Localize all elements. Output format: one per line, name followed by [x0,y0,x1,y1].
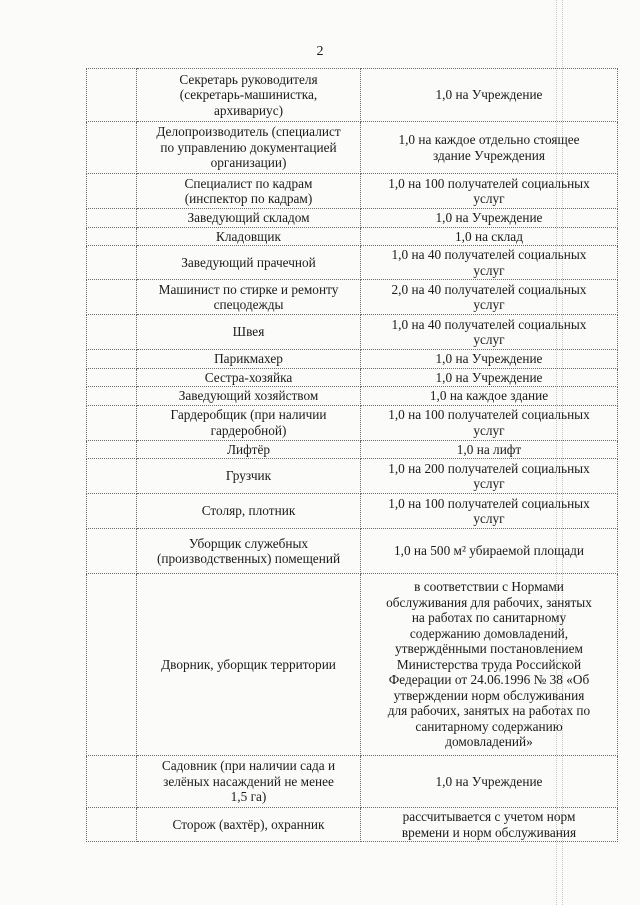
norm-cell: 1,0 на склад [361,227,618,246]
position-cell: Садовник (при наличии сада и зелёных насаждений не менее 1,5 га) [137,756,361,808]
table-row [87,808,618,842]
norm-cell: 1,0 на 500 м² убираемой площади [361,529,618,574]
norm-cell: рассчитывается с учетом норм времени и норм обслуживания [361,808,618,842]
row-number-cell [87,227,137,246]
table-row [87,280,618,315]
table-row [87,69,618,122]
row-number-cell [87,494,137,529]
table-row [87,529,618,574]
row-number-cell [87,808,137,842]
table-row [87,122,618,174]
position-cell: Гардеробщик (при наличии гардеробной) [137,405,361,440]
table-row [87,574,618,756]
page-number: 2 [316,44,324,59]
table-row [87,494,618,529]
position-cell: Швея [137,315,361,350]
row-number-cell [87,368,137,387]
position-cell: Делопроизводитель (специалист по управлению документацией организации) [137,122,361,174]
norm-cell: 1,0 на 40 получателей социальных услуг [361,315,618,350]
row-number-cell [87,209,137,228]
row-number-cell [87,122,137,174]
norm-cell: 1,0 на каждое отдельно стоящее здание Учреждения [361,122,618,174]
position-cell: Кладовщик [137,227,361,246]
norm-cell: 1,0 на Учреждение [361,756,618,808]
table-row [87,227,618,246]
norm-cell: 1,0 на 40 получателей социальных услуг [361,246,618,280]
position-cell: Заведующий прачечной [137,246,361,280]
row-number-cell [87,387,137,406]
position-cell: Сестра-хозяйка [137,368,361,387]
position-cell: Грузчик [137,459,361,494]
row-number-cell [87,174,137,209]
norm-cell: 1,0 на лифт [361,440,618,459]
table-row [87,174,618,209]
row-number-cell [87,529,137,574]
table-row [87,756,618,808]
table-row [87,246,618,280]
norm-cell: 1,0 на 100 получателей социальных услуг [361,494,618,529]
position-cell: Машинист по стирке и ремонту спецодежды [137,280,361,315]
table-row [87,315,618,350]
staffing-norms-table [86,68,618,842]
position-cell: Лифтёр [137,440,361,459]
table-row [87,368,618,387]
norm-cell: 1,0 на Учреждение [361,350,618,369]
row-number-cell [87,315,137,350]
row-number-cell [87,280,137,315]
norm-cell: в соответствии с Нормами обслуживания для рабочих, занятых на работах по санитарному содержанию домовладений, утверждёнными постановлением Министерства труда Российской Федерации от 24.06.1996 № 38 «Об утверждении норм обслуживания для рабочих, занятых на работах по санитарному содержанию домовладений» [361,574,618,756]
position-cell: Сторож (вахтёр), охранник [137,808,361,842]
row-number-cell [87,459,137,494]
row-number-cell [87,756,137,808]
norm-cell: 1,0 на каждое здание [361,387,618,406]
row-number-cell [87,69,137,122]
position-cell: Дворник, уборщик территории [137,574,361,756]
position-cell: Заведующий складом [137,209,361,228]
row-number-cell [87,405,137,440]
norm-cell: 2,0 на 40 получателей социальных услуг [361,280,618,315]
row-number-cell [87,440,137,459]
table-row [87,209,618,228]
table-row [87,350,618,369]
position-cell: Парикмахер [137,350,361,369]
position-cell: Заведующий хозяйством [137,387,361,406]
position-cell: Специалист по кадрам (инспектор по кадрам) [137,174,361,209]
row-number-cell [87,246,137,280]
position-cell: Уборщик служебных (производственных) помещений [137,529,361,574]
table-row [87,405,618,440]
row-number-cell [87,350,137,369]
norm-cell: 1,0 на Учреждение [361,209,618,228]
norm-cell: 1,0 на 100 получателей социальных услуг [361,174,618,209]
norm-cell: 1,0 на Учреждение [361,69,618,122]
row-number-cell [87,574,137,756]
position-cell: Столяр, плотник [137,494,361,529]
norm-cell: 1,0 на 200 получателей социальных услуг [361,459,618,494]
table-row [87,440,618,459]
position-cell: Секретарь руководителя (секретарь-машинистка, архивариус) [137,69,361,122]
table-row [87,387,618,406]
norm-cell: 1,0 на Учреждение [361,368,618,387]
table-row [87,459,618,494]
norm-cell: 1,0 на 100 получателей социальных услуг [361,405,618,440]
